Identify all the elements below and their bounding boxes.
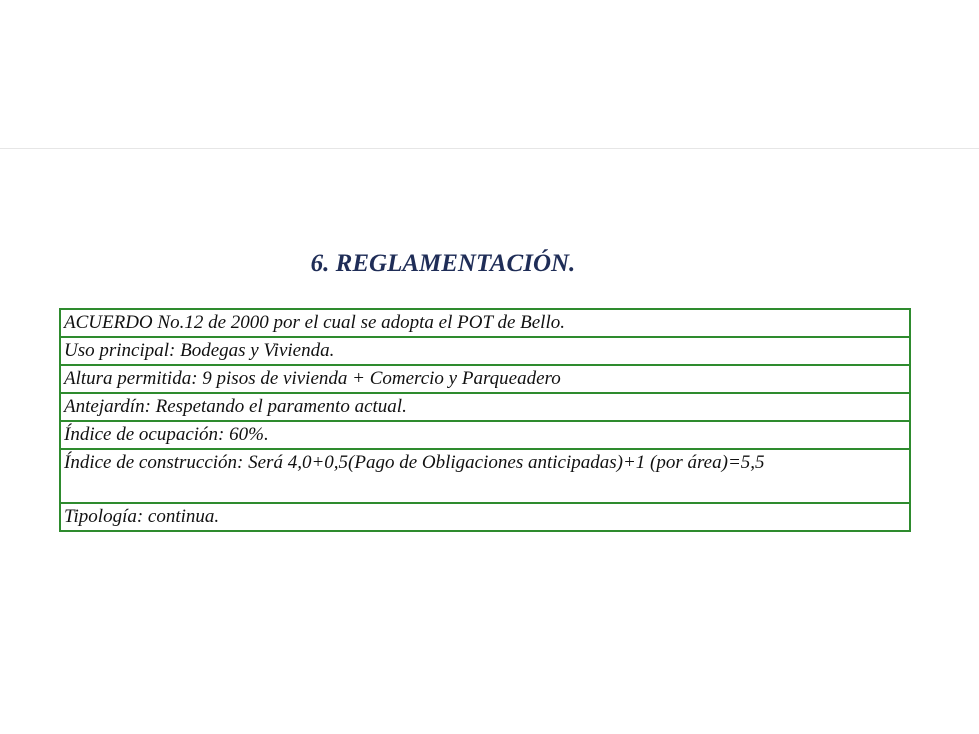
table-row <box>60 365 910 393</box>
regulation-front-garden: Antejardín: Respetando el paramento actual. <box>60 393 910 421</box>
regulations-table <box>59 308 911 532</box>
table-row <box>60 421 910 449</box>
header-divider <box>0 148 979 149</box>
table-row <box>60 337 910 365</box>
regulation-occupation-index: Índice de ocupación: 60%. <box>60 421 910 449</box>
regulation-typology: Tipología: continua. <box>60 503 910 531</box>
regulation-main-use: Uso principal: Bodegas y Vivienda. <box>60 337 910 365</box>
table-row <box>60 393 910 421</box>
section-title: 6. REGLAMENTACIÓN. <box>310 250 576 277</box>
table-row <box>60 309 910 337</box>
regulation-allowed-height: Altura permitida: 9 pisos de vivienda + Comercio y Parqueadero <box>60 365 910 393</box>
table-row <box>60 449 910 503</box>
regulation-construction-index: Índice de construcción: Será 4,0+0,5(Pago de Obligaciones anticipadas)+1 (por área)=5,5 <box>60 449 910 503</box>
regulation-agreement: ACUERDO No.12 de 2000 por el cual se adopta el POT de Bello. <box>60 309 910 337</box>
table-row <box>60 503 910 531</box>
